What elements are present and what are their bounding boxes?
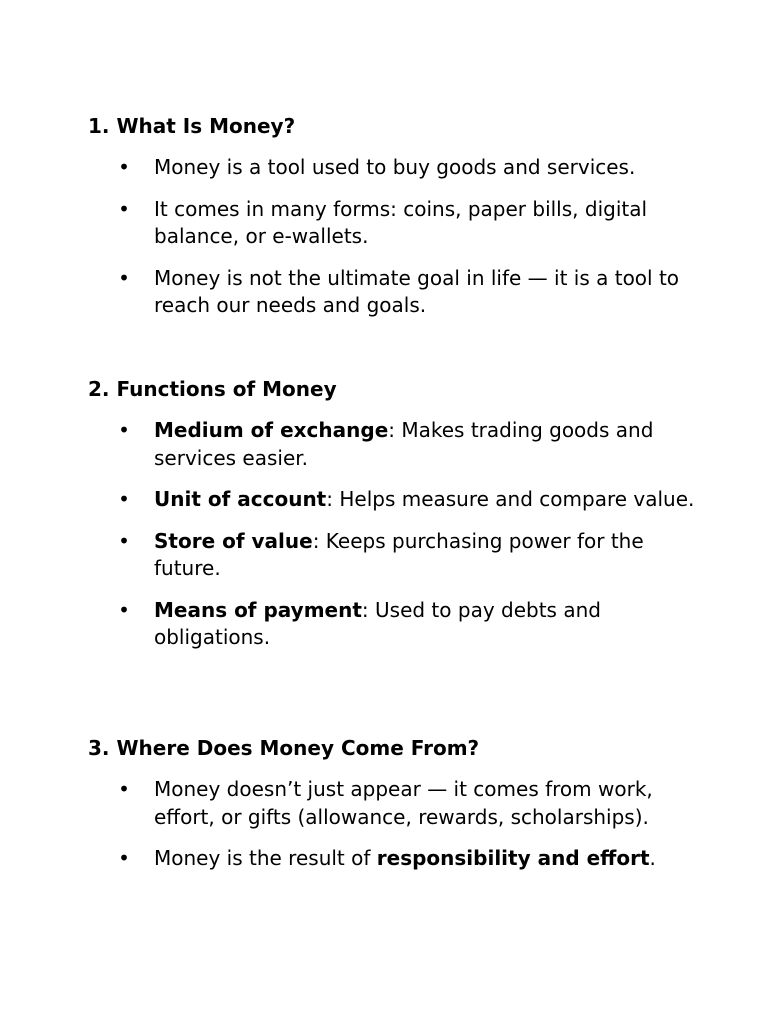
item-text: Money is the result of <box>154 846 377 870</box>
item-text: : Makes trading goods and services easier. <box>154 418 654 470</box>
item-term: Unit of account <box>154 487 327 511</box>
item-text: Money is not the ultimate goal in life — it is a tool to reach our needs and goals. <box>154 265 680 317</box>
item-text: It comes in many forms: coins, paper bills, digital balance, or e-wallets. <box>154 196 648 248</box>
list-item <box>88 528 708 583</box>
bullet-icon: • <box>118 265 130 290</box>
item-text: Money doesn’t just appear — it comes from work, effort, or gifts (allowance, rewards, scholarships). <box>154 777 653 829</box>
list-item <box>88 486 708 514</box>
item-text: : Used to pay debts and obligations. <box>154 597 601 649</box>
item-term: Medium of exchange <box>154 418 389 442</box>
list-item <box>88 597 708 652</box>
list-item <box>88 265 708 320</box>
item-term: Means of payment <box>154 597 362 622</box>
section-where-money-comes-from <box>88 734 708 873</box>
bullet-icon: • <box>118 196 130 221</box>
item-term: Store of value <box>154 528 313 553</box>
bullet-icon: • <box>118 846 130 870</box>
list-item <box>88 776 708 831</box>
section-heading: 1. What Is Money? <box>88 114 296 138</box>
section-functions-of-money <box>88 375 708 652</box>
bullet-list <box>88 154 708 320</box>
bullet-icon: • <box>118 528 130 553</box>
bullet-icon: • <box>118 487 130 511</box>
bullet-icon: • <box>118 155 130 179</box>
list-item <box>88 417 708 472</box>
bullet-list <box>88 776 708 873</box>
bullet-list <box>88 417 708 652</box>
bullet-icon: • <box>118 418 130 442</box>
item-text: : Keeps purchasing power for the future. <box>154 528 644 580</box>
section-heading: 2. Functions of Money <box>88 377 337 401</box>
list-item <box>88 154 708 182</box>
item-text: Money is a tool used to buy goods and services. <box>154 155 636 179</box>
section-what-is-money <box>88 112 708 320</box>
bullet-icon: • <box>118 597 130 622</box>
section-heading: 3. Where Does Money Come From? <box>88 736 480 760</box>
list-item <box>88 196 708 251</box>
item-tail: . <box>649 846 656 870</box>
list-item <box>88 845 708 873</box>
item-emphasis: responsibility and effort <box>376 846 650 870</box>
bullet-icon: • <box>118 777 130 801</box>
item-text: : Helps measure and compare value. <box>326 487 695 511</box>
